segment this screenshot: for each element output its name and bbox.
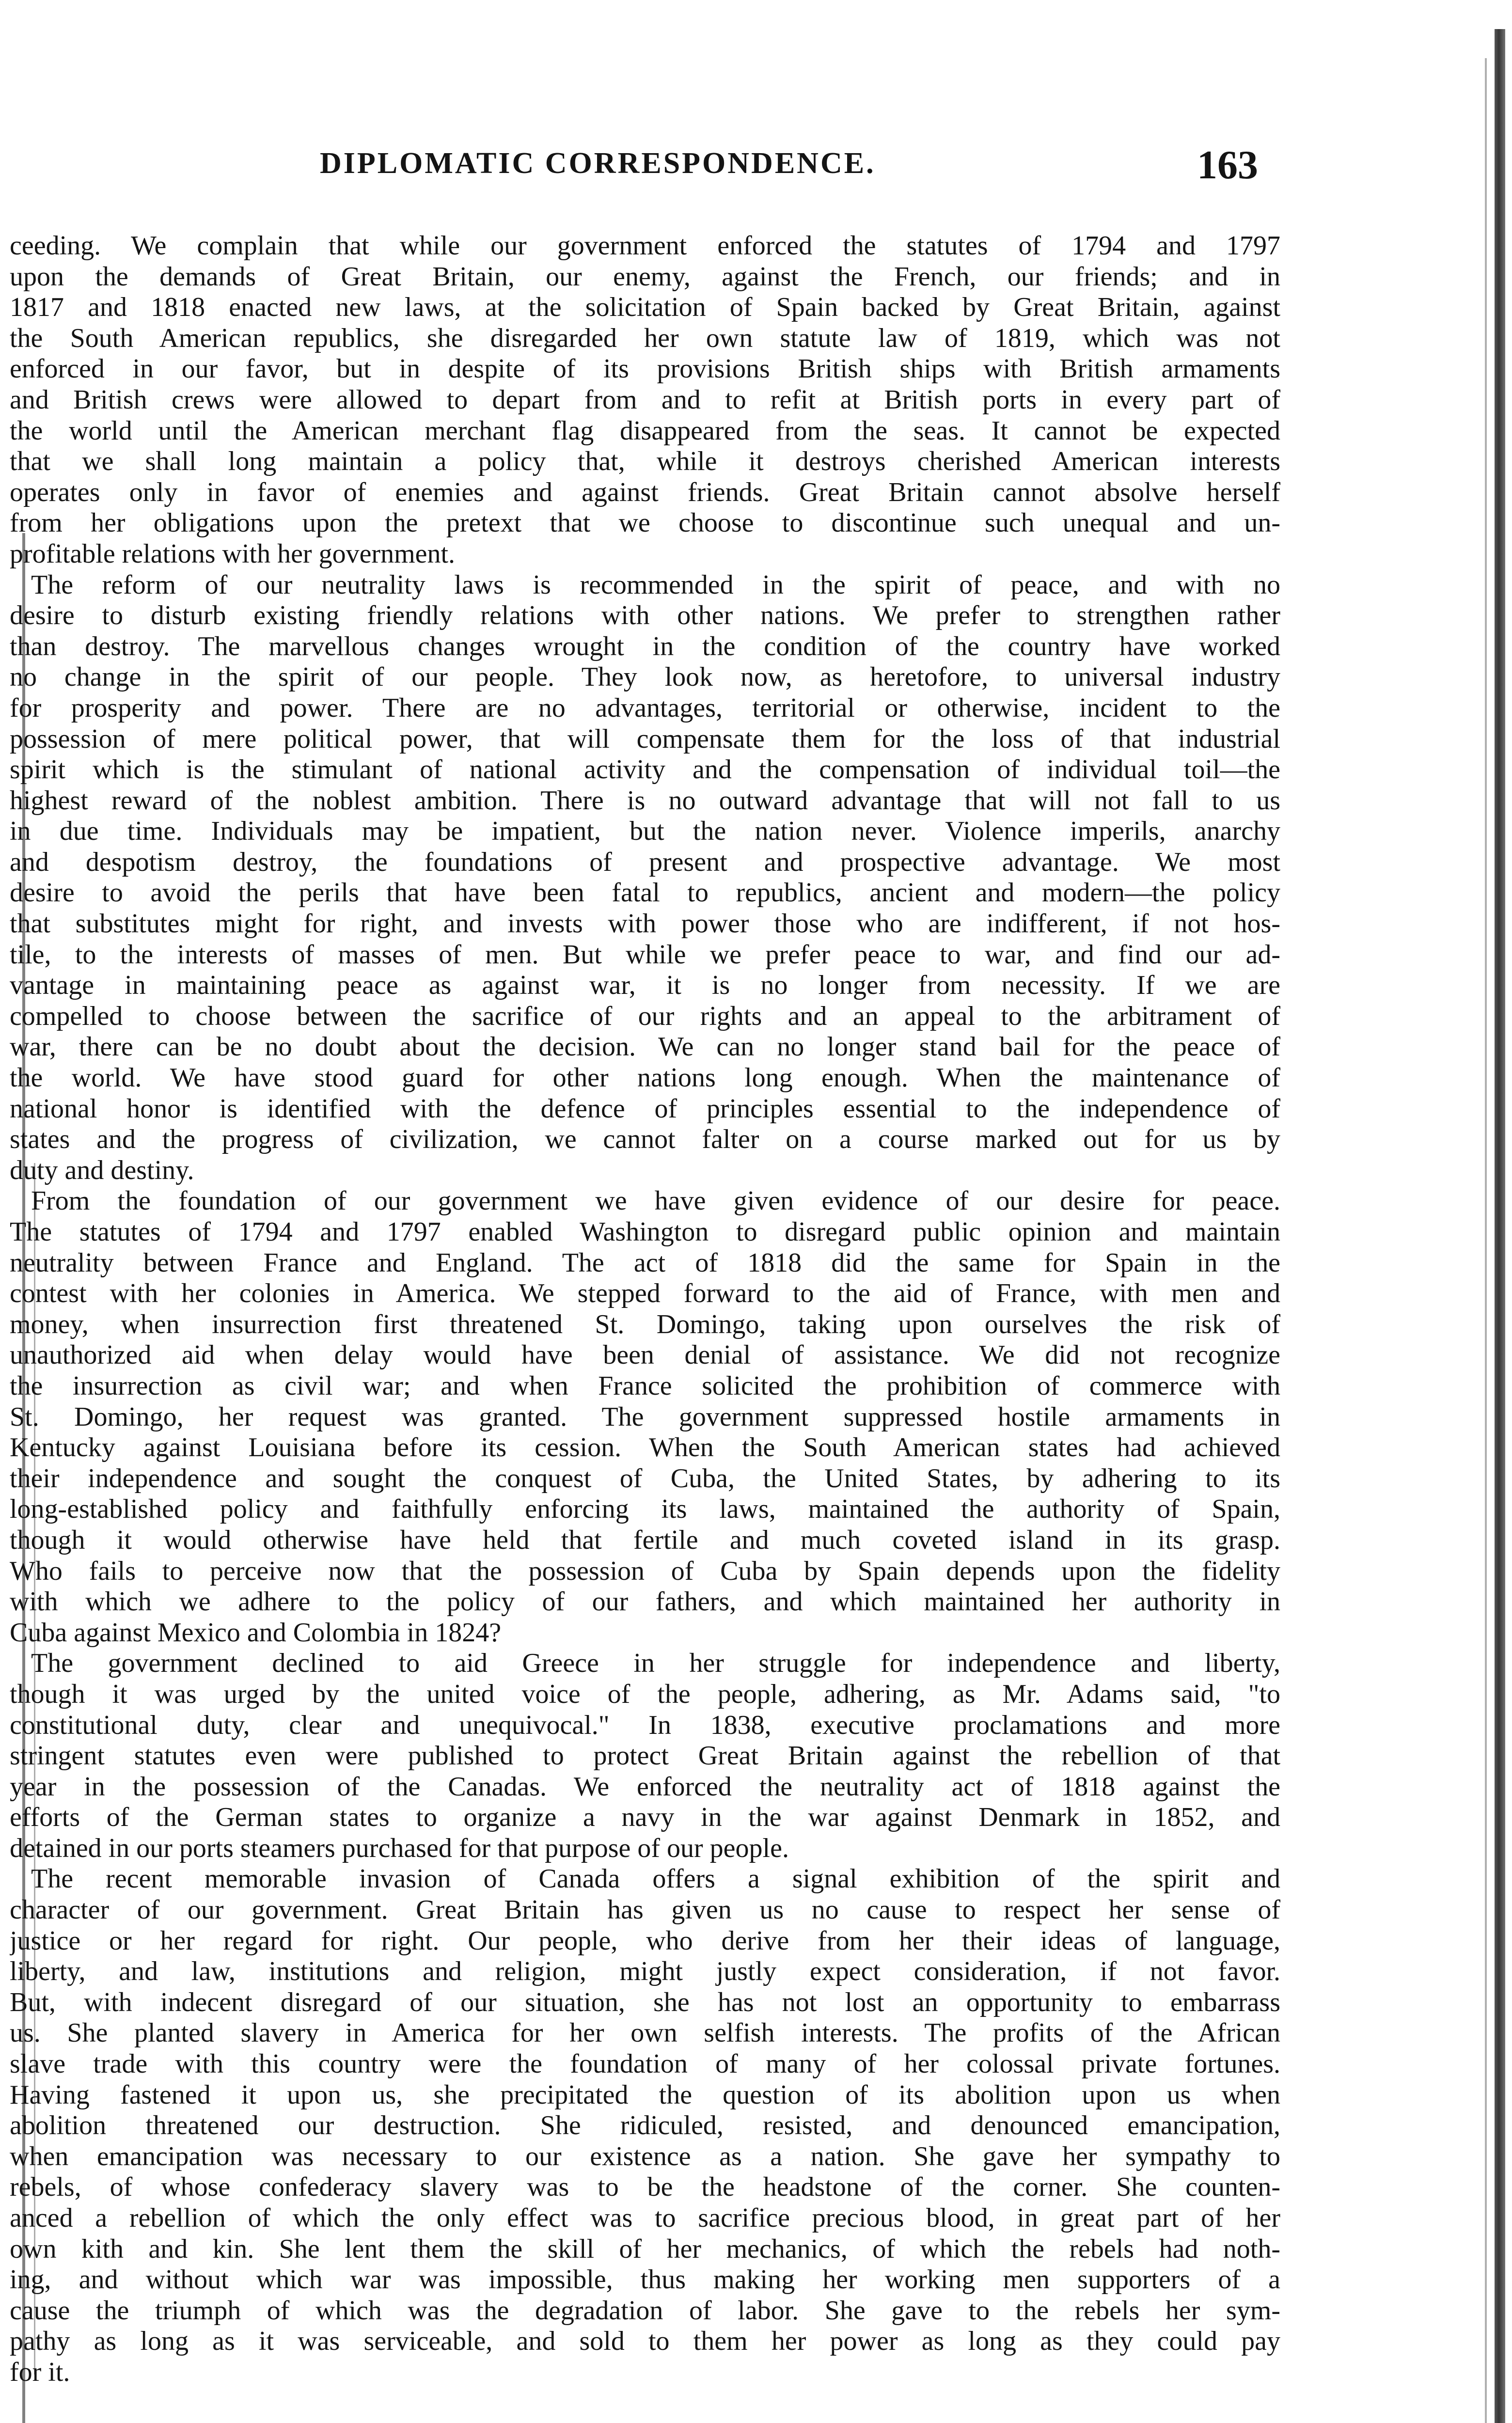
text-line: the South American republics, she disregarded her own statute law of 1819, which was not xyxy=(10,323,1280,353)
text-line: From the foundation of our government we have given evidence of our desire for peace. xyxy=(31,1186,1280,1216)
text-line: upon the demands of Great Britain, our enemy, against the French, our friends; and in xyxy=(10,261,1280,292)
text-line: abolition threatened our destruction. She ridiculed, resisted, and denounced emancipation, xyxy=(10,2110,1280,2141)
text-line: pathy as long as it was serviceable, and sold to them her power as long as they could pay xyxy=(10,2326,1280,2357)
text-line: contest with her colonies in America. We stepped forward to the aid of France, with men and xyxy=(10,1278,1280,1309)
text-line: and despotism destroy, the foundations of present and prospective advantage. We most xyxy=(10,847,1280,877)
text-line: national honor is identified with the defence of principles essential to the independence of xyxy=(10,1093,1280,1124)
text-line: operates only in favor of enemies and against friends. Great Britain cannot absolve herself xyxy=(10,477,1280,507)
text-line: efforts of the German states to organize a navy in the war against Denmark in 1852, and xyxy=(10,1802,1280,1833)
text-line: tile, to the interests of masses of men. But while we prefer peace to war, and find our ad- xyxy=(10,939,1280,970)
text-line: liberty, and law, institutions and religion, might justly expect consideration, if not favor. xyxy=(10,1956,1280,1987)
text-line: own kith and kin. She lent them the skill of her mechanics, of which the rebels had noth- xyxy=(10,2234,1280,2264)
text-line: war, there can be no doubt about the decision. We can no longer stand bail for the peace of xyxy=(10,1032,1280,1062)
text-line: though it was urged by the united voice of the people, adhering, as Mr. Adams said, "to xyxy=(10,1679,1280,1709)
text-line: for prosperity and power. There are no advantages, territorial or otherwise, incident to the xyxy=(10,692,1280,723)
text-line: unauthorized aid when delay would have been denial of assistance. We did not recognize xyxy=(10,1340,1280,1370)
text-line: when emancipation was necessary to our existence as a nation. She gave her sympathy to xyxy=(10,2141,1280,2171)
text-line: though it would otherwise have held that fertile and much coveted island in its grasp. xyxy=(10,1525,1280,1555)
text-line: than destroy. The marvellous changes wrought in the condition of the country have worked xyxy=(10,631,1280,661)
text-line: year in the possession of the Canadas. We enforced the neutrality act of 1818 against the xyxy=(10,1771,1280,1802)
text-line: states and the progress of civilization, we cannot falter on a course marked out for us by xyxy=(10,1124,1280,1155)
text-line: the world until the American merchant flag disappeared from the seas. It cannot be expected xyxy=(10,415,1280,446)
page-number: 163 xyxy=(1197,142,1258,188)
text-line: detained in our ports steamers purchased for that purpose of our people. xyxy=(10,1833,789,1863)
text-line: possession of mere political power, that will compensate them for the loss of that industrial xyxy=(10,724,1280,754)
text-line: ceeding. We complain that while our government enforced the statutes of 1794 and 1797 xyxy=(10,231,1280,261)
text-line: Who fails to perceive now that the possession of Cuba by Spain depends upon the fidelity xyxy=(10,1556,1280,1586)
text-line: justice or her regard for right. Our people, who derive from her their ideas of language, xyxy=(10,1925,1280,1956)
text-line: that substitutes might for right, and invests with power those who are indifferent, if not hos- xyxy=(10,909,1280,939)
text-line: that we shall long maintain a policy that, while it destroys cherished American interests xyxy=(10,446,1280,477)
text-line: in due time. Individuals may be impatient, but the nation never. Violence imperils, anarchy xyxy=(10,816,1280,847)
text-line: stringent statutes even were published to protect Great Britain against the rebellion of that xyxy=(10,1741,1280,1771)
text-line: desire to disturb existing friendly relations with other nations. We prefer to strengthen rather xyxy=(10,600,1280,631)
text-line: money, when insurrection first threatened St. Domingo, taking upon ourselves the risk of xyxy=(10,1309,1280,1339)
text-line: spirit which is the stimulant of national activity and the compensation of individual toil—the xyxy=(10,755,1280,785)
text-line: rebels, of whose confederacy slavery was to be the headstone of the corner. She counten- xyxy=(10,2172,1280,2203)
text-line: long-established policy and faithfully enforcing its laws, maintained the authority of Spain, xyxy=(10,1494,1280,1525)
text-line: anced a rebellion of which the only effect was to sacrifice precious blood, in great part of her xyxy=(10,2203,1280,2233)
text-line: their independence and sought the conquest of Cuba, the United States, by adhering to its xyxy=(10,1463,1280,1494)
text-line: us. She planted slavery in America for her own selfish interests. The profits of the African xyxy=(10,2018,1280,2048)
text-line: with which we adhere to the policy of our fathers, and which maintained her authority in xyxy=(10,1587,1280,1617)
text-line: profitable relations with her government. xyxy=(10,538,456,569)
text-line: no change in the spirit of our people. They look now, as heretofore, to universal industry xyxy=(10,662,1280,692)
running-title: DIPLOMATIC CORRESPONDENCE. xyxy=(320,147,876,180)
text-line: Kentucky against Louisiana before its cession. When the South American states had achieved xyxy=(10,1432,1280,1463)
text-line: the world. We have stood guard for other nations long enough. When the maintenance of xyxy=(10,1063,1280,1093)
text-line: The recent memorable invasion of Canada offers a signal exhibition of the spirit and xyxy=(31,1864,1280,1894)
text-line: The government declined to aid Greece in her struggle for independence and liberty, xyxy=(31,1648,1280,1679)
text-line: and British crews were allowed to depart from and to refit at British ports in every part of xyxy=(10,384,1280,415)
text-line: Cuba against Mexico and Colombia in 1824? xyxy=(10,1617,502,1648)
text-line: neutrality between France and England. The act of 1818 did the same for Spain in the xyxy=(10,1247,1280,1278)
text-line: the insurrection as civil war; and when France solicited the prohibition of commerce with xyxy=(10,1370,1280,1401)
text-line: slave trade with this country were the foundation of many of her colossal private fortunes. xyxy=(10,2049,1280,2079)
text-line: But, with indecent disregard of our situation, she has not lost an opportunity to embarrass xyxy=(10,1987,1280,2017)
text-line: character of our government. Great Britain has given us no cause to respect her sense of xyxy=(10,1895,1280,1925)
text-line: 1817 and 1818 enacted new laws, at the solicitation of Spain backed by Great Britain, against xyxy=(10,292,1280,323)
body-text xyxy=(10,231,1280,2388)
text-line: St. Domingo, her request was granted. The government suppressed hostile armaments in xyxy=(10,1401,1280,1432)
page-header xyxy=(320,142,1289,195)
text-line: cause the triumph of which was the degradation of labor. She gave to the rebels her sym- xyxy=(10,2295,1280,2326)
text-line: Having fastened it upon us, she precipitated the question of its abolition upon us when xyxy=(10,2079,1280,2110)
text-line: for it. xyxy=(10,2357,70,2387)
text-line: vantage in maintaining peace as against war, it is no longer from necessity. If we are xyxy=(10,970,1280,1001)
scan-edge-shadow xyxy=(1495,29,1505,2423)
text-line: compelled to choose between the sacrifice of our rights and an appeal to the arbitrament of xyxy=(10,1001,1280,1031)
text-line: enforced in our favor, but in despite of its provisions British ships with British armaments xyxy=(10,354,1280,384)
text-line: desire to avoid the perils that have been fatal to republics, ancient and modern—the policy xyxy=(10,878,1280,908)
text-line: ing, and without which war was impossible, thus making her working men supporters of a xyxy=(10,2265,1280,2295)
scan-edge-line xyxy=(1485,58,1487,2423)
text-line: from her obligations upon the pretext that we choose to discontinue such unequal and un- xyxy=(10,508,1280,538)
text-line: highest reward of the noblest ambition. There is no outward advantage that will not fall to us xyxy=(10,785,1280,816)
text-line: The reform of our neutrality laws is recommended in the spirit of peace, and with no xyxy=(31,569,1280,600)
text-line: The statutes of 1794 and 1797 enabled Washington to disregard public opinion and maintain xyxy=(10,1217,1280,1247)
text-line: duty and destiny. xyxy=(10,1155,194,1185)
text-line: constitutional duty, clear and unequivocal." In 1838, executive proclamations and more xyxy=(10,1710,1280,1740)
